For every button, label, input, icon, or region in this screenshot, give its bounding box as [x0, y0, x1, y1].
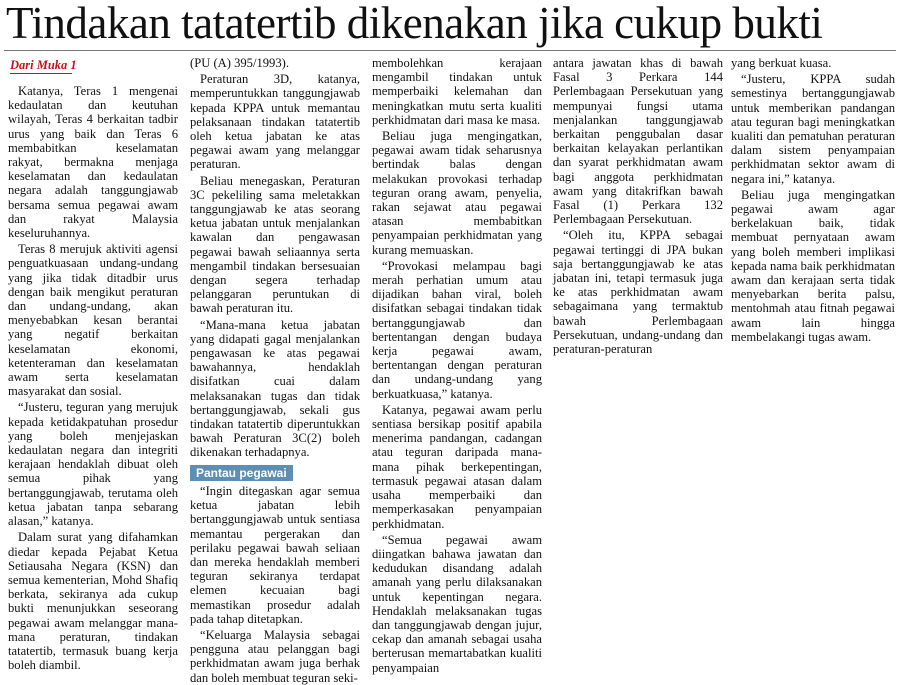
- dateline-underline: [10, 73, 72, 74]
- paragraph: membolehkan kerajaan mengambil tindakan untuk memperbaiki kelemahan dan meningkatkan mutu serta kualiti perkhidmatan dari masa ke masa.: [372, 56, 542, 127]
- paragraph: yang berkuat kuasa.: [731, 56, 832, 70]
- column-1: [8, 84, 178, 673]
- column-4: [553, 56, 723, 537]
- paragraph: Beliau juga mengingatkan pegawai awam agar berkelakuan baik, tidak membuat pernyataan awam yang boleh memberi implikasi kepada nama baik perkhidmatan awam dan kerajaan serta tidak menyebarkan berita palsu, mentohmah atau fitnah pegawai awam lain hingga membelakangi tugas awam.: [731, 187, 895, 344]
- paragraph: “Justeru, teguran yang merujuk kepada ketidakpatuhan prosedur yang boleh menjejaskan kedaulatan negara dan integriti kerajaan hendaklah dibuat oleh semua pihak yang bertanggungjawab, terutama oleh ketua jabatan tanpa sebarang alasan,” katanya.: [8, 400, 178, 529]
- paragraph: Beliau juga mengingatkan, pegawai awam tidak seharusnya bertindak balas dengan melakukan provokasi terhadap teguran orang awam, penyelia, rakan sejawat atau pegawai atasan membabitkan penyampaian perkhidmatan yang kurang memuaskan.: [372, 129, 542, 257]
- paragraph: “Semua pegawai awam diingatkan bahawa jawatan dan kedudukan disandang adalah amanah yang perlu dilaksanakan untuk kepentingan negara. Hendaklah melaksanakan tugas dan tanggungjawab dengan jujur, cekap dan amanah sebagai usaha berterusan memartabatkan kualiti penyampaian: [372, 532, 542, 675]
- paragraph: “Oleh itu, KPPA sebagai pegawai tertinggi di JPA bukan saja bertanggungjawab ke atas jabatan ini, tetapi termasuk juga ke atas perkhidmatan awam sebagaimana yang termaktub bawah Perlembagaan Persekutuan, undang-undang dan peraturan-peraturan: [553, 228, 723, 357]
- headline-rule: [4, 50, 896, 51]
- paragraph: Dalam surat yang difahamkan diedar kepada Pejabat Ketua Setiausaha Negara (KSN) dan semua kementerian, Mohd Shafiq berkata, sekiranya ada cukup bukti menunjukkan seseorang pegawai awam melanggar mana-mana peraturan, tindakan tatatertib, termasuk buang kerja boleh diambil.: [8, 530, 178, 673]
- headline: Tindakan tatatertib dikenakan jika cukup bukti: [6, 0, 823, 48]
- paragraph: (PU (A) 395/1993).: [190, 56, 289, 70]
- paragraph: “Keluarga Malaysia sebagai pengguna atau pelanggan bagi perkhidmatan awam juga berhak dan boleh membuat teguran seki-: [190, 627, 360, 685]
- paragraph: Beliau menegaskan, Peraturan 3C pekeliling sama meletakkan tanggungjawab ke atas seorang ketua jabatan untuk menjalankan kawalan dan pengawasan pegawai bawah seliaannya serta mengambil tindakan bersesuaian dengan segera terhadap pelanggaran peruntukan di bawah peraturan itu.: [190, 173, 360, 316]
- paragraph: “Justeru, KPPA sudah semestinya bertanggungjawab untuk memberikan pandangan atau teguran bagi meningkatkan kualiti dan pematuhan peraturan dalam sistem penyampaian perkhidmatan sektor awam di negara ini,” katanya.: [731, 72, 895, 186]
- dateline: Dari Muka 1: [10, 58, 77, 72]
- subhead: Pantau pegawai: [190, 465, 293, 481]
- paragraph: Peraturan 3D, katanya, memperuntukkan tanggungjawab kepada KPPA untuk memantau pelaksanaan tindakan tatatertib oleh ketua jabatan ke atas pegawai awam yang melanggar peraturan.: [190, 72, 360, 172]
- paragraph: “Provokasi melampau bagi merah perhatian umum atau dijadikan bahan viral, boleh disifatkan sebagai tindakan tidak bertanggungjawab dan bertentangan dengan budaya kerja pegawai awam, bertentangan dengan peraturan dan undang-undang yang berkuatkuasa,” katanya.: [372, 258, 542, 401]
- paragraph: Katanya, Teras 1 mengenai kedaulatan dan keutuhan wilayah, Teras 4 berkaitan tadbir urus yang baik dan Teras 6 membabitkan keselamatan rakyat, bermakna menjaga keselamatan dan kedaulatan negara adalah tanggungjawab bersama semua pegawai awam dan rakyat Malaysia keseluruhannya.: [8, 84, 178, 241]
- column-3: [372, 56, 542, 675]
- column-2: [190, 56, 360, 685]
- paragraph: antara jawatan khas di bawah Fasal 3 Perkara 144 Perlembagaan Persekutuan yang mempunyai fungsi utama menjalankan tanggungjawab berkaitan penggubalan dasar berkaitan kelayakan perlantikan dan syarat perkhidmatan awam bagi anggota perkhidmatan awam yang ditakrifkan bawah Fasal (1) Perkara 132 Perlembagaan Persekutuan.: [553, 56, 723, 227]
- paragraph: “Mana-mana ketua jabatan yang didapati gagal menjalankan pengawasan ke atas pegawai bawahannya, hendaklah disifatkan cuai dalam melaksanakan tugas dan tidak bertanggungjawab, sekali gus tindakan tatatertib diperuntukkan bawah Peraturan 3C(2) boleh dikenakan terhadapnya.: [190, 317, 360, 460]
- paragraph: Teras 8 merujuk aktiviti agensi penguatkuasaan undang-undang yang jika tidak ditadbir urus dengan baik mengikut peraturan dan undang-undang, akan menyebabkan kesan berantai yang negatif berkaitan keselamatan ekonomi, ketenteraman dan keselamatan awam serta keselamatan masyarakat dan sosial.: [8, 242, 178, 399]
- paragraph: Katanya, pegawai awam perlu sentiasa bersikap positif apabila menerima pandangan, cadangan atau teguran daripada mana-mana pihak berkepentingan, termasuk pegawai atasan dalam usaha memperbaiki dan memperkasakan penyampaian perkhidmatan.: [372, 402, 542, 531]
- paragraph: “Ingin ditegaskan agar semua ketua jabatan lebih bertanggungjawab untuk sentiasa memantau pergerakan dan perilaku pegawai bawah seliaan dan mereka hendaklah memberi teguran sekiranya terdapat elemen kecuaian bagi memastikan prosedur adalah pada tahap ditetapkan.: [190, 483, 360, 626]
- column-5: [731, 56, 895, 537]
